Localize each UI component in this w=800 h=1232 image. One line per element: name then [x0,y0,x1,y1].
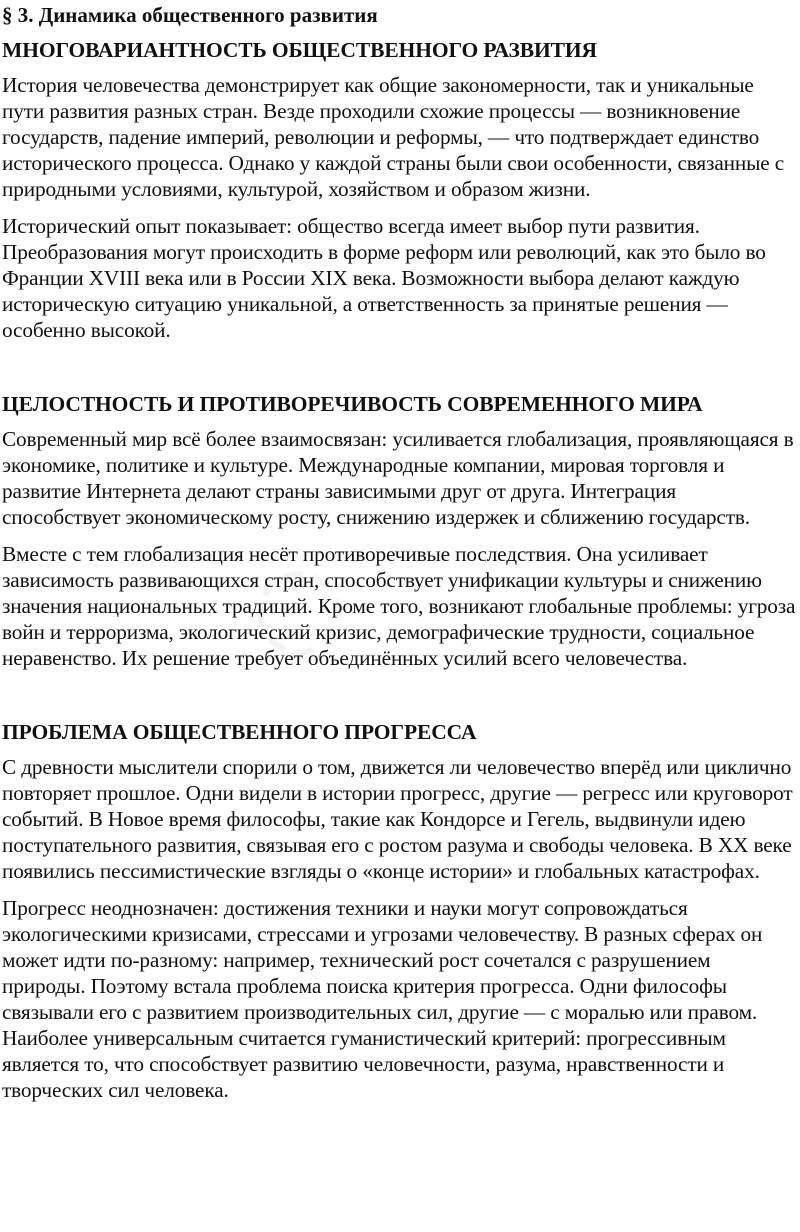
paragraph-2-2: Вместе с тем глобализация несёт противоречивые последствия. Она усиливает зависимость развивающихся стран, способствует унификации культуры и снижению значения национальных традиций. Кроме того, возникают глобальные проблемы: угроза войн и терроризма, экологический кризис, демографические трудности, социальное неравенство. Их решение требует объединённых усилий всего человечества. [2,542,796,670]
paragraph-1-1: История человечества демонстрирует как общие закономерности, так и уникальные пути развития разных стран. Везде проходили схожие процессы — возникновение государств, падение империй, революции и реформы, — что подтверждает единство исторического процесса. Однако у каждой страны были свои особенности, связанные с природными условиями, культурой, хозяйством и образом жизни. [2,73,785,201]
paragraph-3-2: Прогресс неоднозначен: достижения техники и науки могут сопровождаться экологическими кризисами, стрессами и угрозами человечеству. В разных сферах он может идти по-разному: например, технический рост сочетался с разрушением природы. Поэтому встала проблема поиска критерия прогресса. Одни философы связывали его с развитием производительных сил, другие — с моралью или правом. Наиболее универсальным считается гуманистический критерий: прогрессивным является то, что способствует развитию человечности, разума, нравственности и творческих сил человека. [2,896,763,1102]
heading-progress: ПРОБЛЕМА ОБЩЕСТВЕННОГО ПРОГРЕССА [2,720,477,744]
paragraph-1-2: Исторический опыт показывает: общество всегда имеет выбор пути развития. Преобразования могут происходить в форме реформ или революций, как это было во Франции XVIII века или в России XIX века. Возможности выбора делают каждую историческую ситуацию уникальной, а ответственность за принятые решения — особенно высокой. [2,214,766,342]
heading-mnogovariantnost: МНОГОВАРИАНТНОСТЬ ОБЩЕСТВЕННОГО РАЗВИТИЯ [2,38,597,62]
paragraph-3-1: С древности мыслители спорили о том, движется ли человечество вперёд или циклично повторяет прошлое. Одни видели в истории прогресс, другие — регресс или круговорот событий. В Новое время философы, такие как Кондорсе и Гегель, выдвинули идею поступательного развития, связывая его с ростом разума и свободы человека. В XX веке появились пессимистические взгляды о «конце истории» и глобальных катастрофах. [2,755,793,883]
section-label: § 3. Динамика общественного развития [2,3,378,27]
heading-tselostnost: ЦЕЛОСТНОСТЬ И ПРОТИВОРЕЧИВОСТЬ СОВРЕМЕННОГО МИРА [2,392,703,416]
paragraph-2-1: Современный мир всё более взаимосвязан: усиливается глобализация, проявляющаяся в экономике, политике и культуре. Международные компании, мировая торговля и развитие Интернета делают страны зависимыми друг от друга. Интеграция способствует экономическому росту, снижению издержек и сближению государств. [2,427,794,529]
